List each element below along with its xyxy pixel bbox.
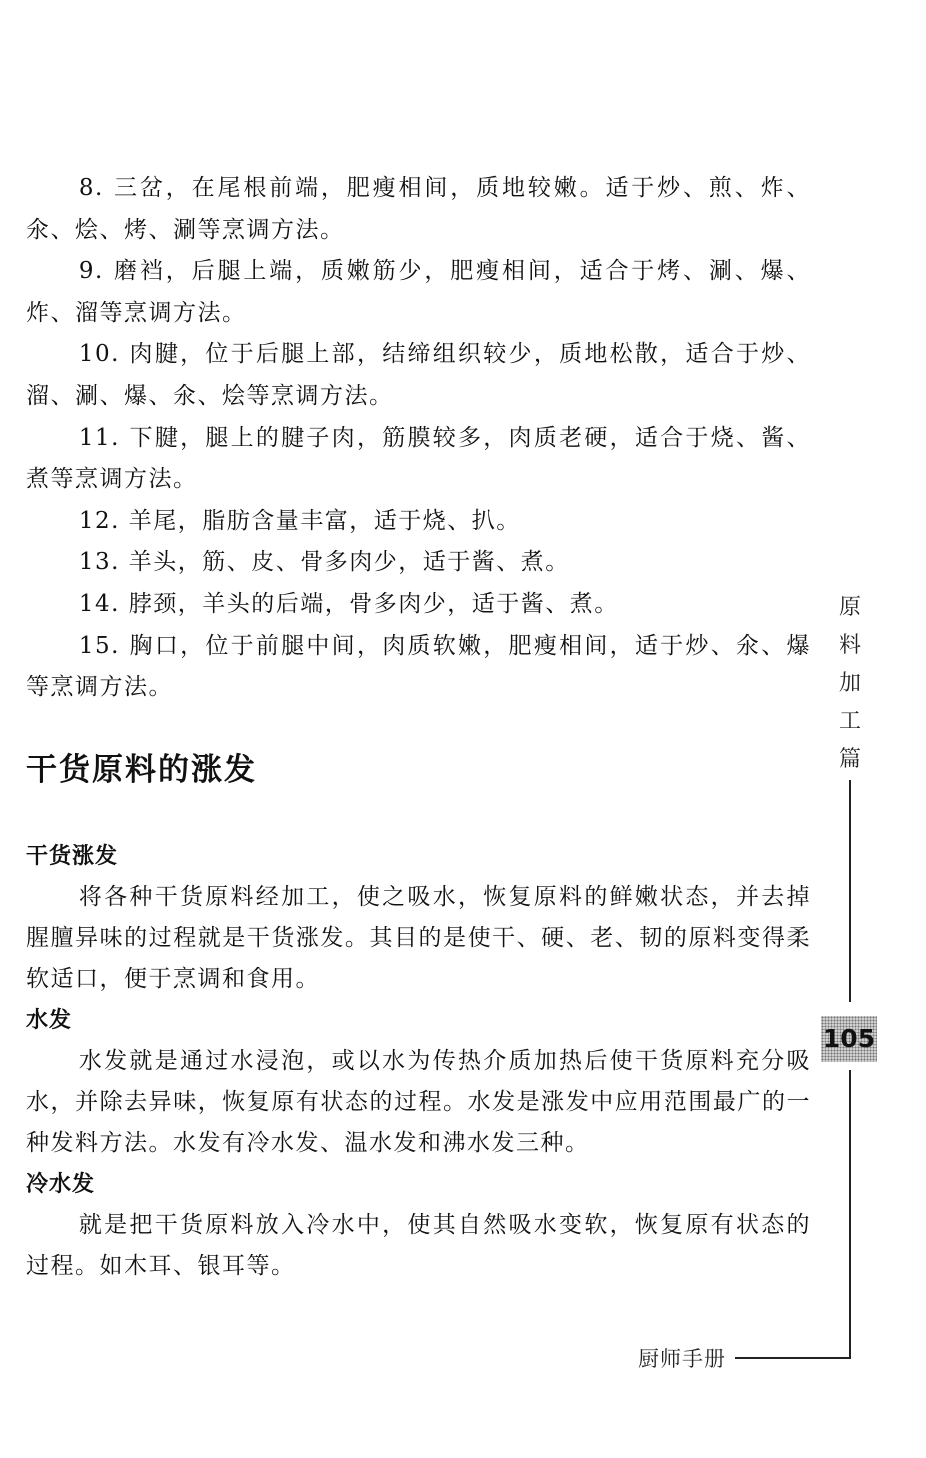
chapter-char: 工 xyxy=(838,709,861,734)
chapter-char: 加 xyxy=(838,671,861,696)
cut-item-8: 8. 三岔，在尾根前端，肥瘦相间，质地较嫩。适于炒、煎、炸、氽、烩、烤、涮等烹调方法。 xyxy=(26,175,811,243)
margin-rule-bottom xyxy=(849,1070,851,1358)
cut-item-9: 9. 磨裆，后腿上端，质嫩筋少，肥瘦相间，适合于烤、涮、爆、炸、溜等烹调方法。 xyxy=(26,258,811,326)
margin-rule-top xyxy=(849,780,851,1002)
chapter-char: 原 xyxy=(838,595,861,620)
cut-item-15: 15. 胸口，位于前腿中间，肉质软嫩，肥瘦相间，适于炒、氽、爆等烹调方法。 xyxy=(26,632,811,701)
paragraph-dry-goods-soaking: 将各种干货原料经加工，使之吸水，恢复原料的鲜嫩状态，并去掉腥膻异味的过程就是干货涨发。其目的是使干、硬、老、韧的原料变得柔软适口，便于烹调和食用。 xyxy=(26,884,811,992)
cut-list xyxy=(26,168,811,709)
cut-item-10: 10. 肉腱，位于后腿上部，结缔组织较少，质地松散，适合于炒、溜、涮、爆、氽、烩等烹调方法。 xyxy=(26,341,811,409)
cut-item-14: 14. 脖颈，羊头的后端，骨多肉少，适于酱、煮。 xyxy=(78,590,619,617)
cut-item-12: 12. 羊尾，脂肪含量丰富，适于烧、扒。 xyxy=(78,507,521,534)
subheading-water-soaking: 水发 xyxy=(26,1008,73,1033)
page-number: 105 xyxy=(821,1016,877,1062)
soaking-sections xyxy=(26,836,811,1287)
subheading-cold-water-soaking: 冷水发 xyxy=(26,1172,96,1197)
chapter-char: 篇 xyxy=(838,747,861,772)
chapter-char: 料 xyxy=(838,633,861,658)
paragraph-cold-water-soaking: 就是把干货原料放入冷水中，使其自然吸水变软，恢复原有状态的过程。如木耳、银耳等。 xyxy=(26,1212,811,1279)
chapter-side-label xyxy=(836,589,864,779)
footer-rule xyxy=(735,1357,851,1359)
cut-item-13: 13. 羊头，筋、皮、骨多肉少，适于酱、煮。 xyxy=(78,549,570,576)
paragraph-water-soaking: 水发就是通过水浸泡，或以水为传热介质加热后使干货原料充分吸水，并除去异味，恢复原有状态的过程。水发是涨发中应用范围最广的一种发料方法。水发有冷水发、温水发和沸水发三种。 xyxy=(26,1048,811,1156)
book-title-footer: 厨师手册 xyxy=(638,1347,726,1371)
section-heading: 干货原料的涨发 xyxy=(26,752,257,788)
cut-item-11: 11. 下腱，腿上的腱子肉，筋膜较多，肉质老硬，适合于烧、酱、煮等烹调方法。 xyxy=(26,424,811,493)
subheading-dry-goods-soaking: 干货涨发 xyxy=(26,844,119,869)
